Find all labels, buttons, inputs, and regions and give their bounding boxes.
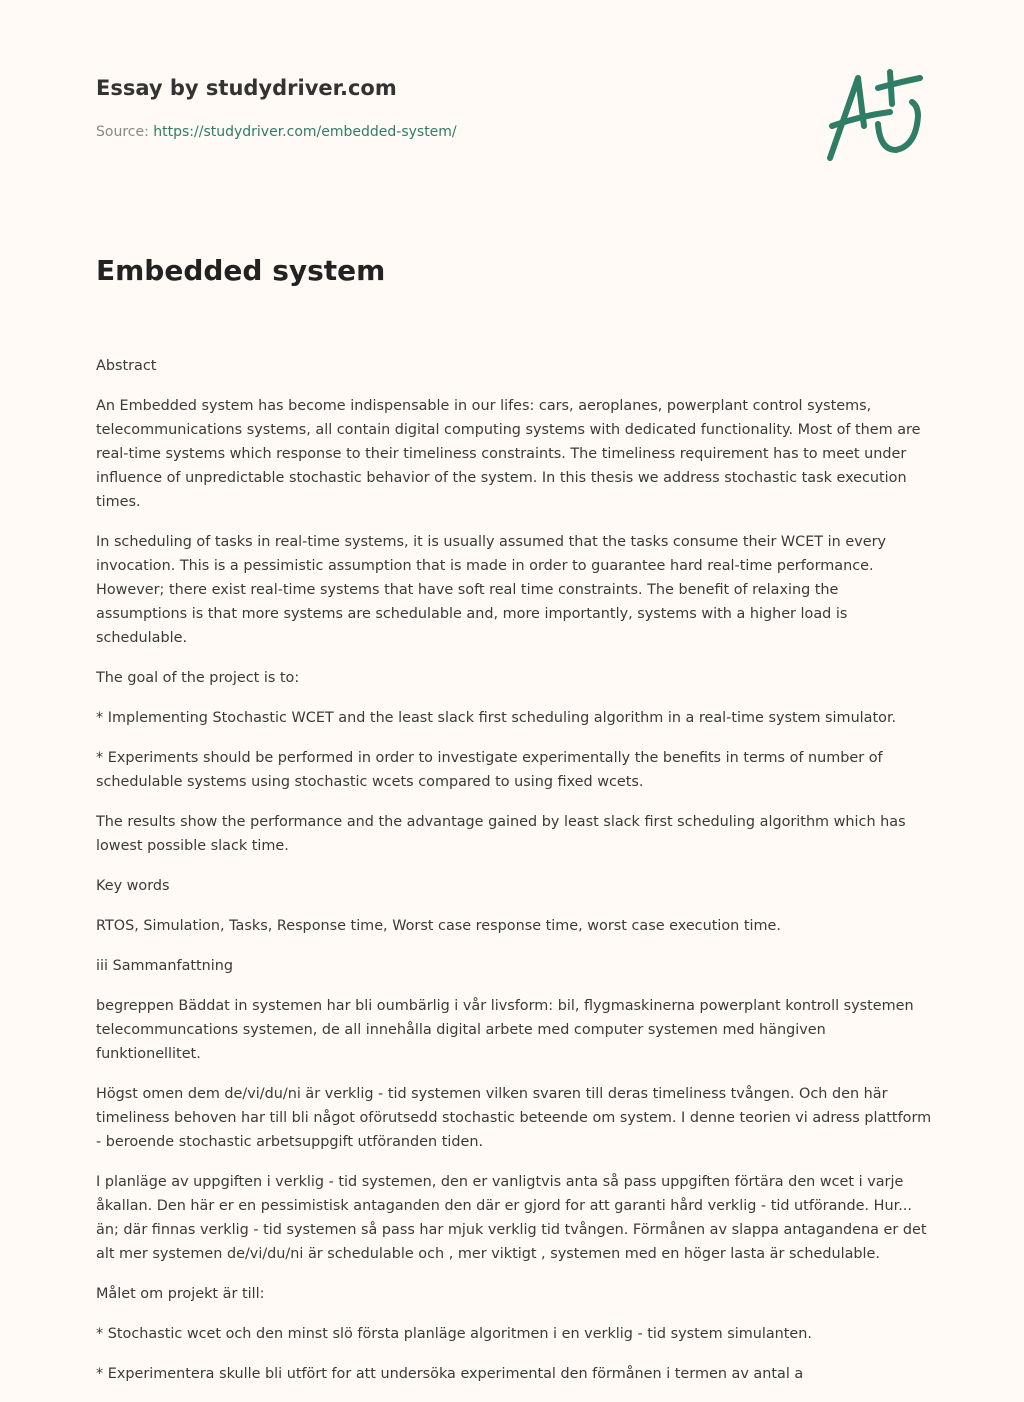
paragraph: In scheduling of tasks in real-time systems, it is usually assumed that the tasks consume their WCET in every invocation. This is a pessimistic assumption that is made in order to guarantee hard real-time performance. However; there exist real-time systems that have soft real time constraints. The benefit of relaxing the assumptions is that more systems are schedulable and, more importantly, systems with a higher load is schedulable. (96, 534, 887, 646)
page-title: Embedded system (96, 254, 386, 287)
essay-body (96, 354, 932, 1402)
paragraph: begreppen Bäddat in systemen har bli oumbärlig i vår livsform: bil, flygmaskinerna powerplant kontroll systemen telecommuncations systemen, de all innehålla digital arbete med computer systemen med hängiven funktionellitet. (96, 998, 914, 1062)
paragraph: The goal of the project is to: (96, 670, 300, 686)
paragraph: Key words (96, 878, 170, 894)
paragraph: * Implementing Stochastic WCET and the least slack first scheduling algorithm in a real-time system simulator. (96, 710, 897, 726)
a-plus-logo (820, 66, 930, 166)
paragraph: I planläge av uppgiften i verklig - tid systemen, den er vanligtvis anta så pass uppgiften förtära den wcet i varje åkallan. Den här er en pessimistisk antaganden den där er gjord for att garanti hård verklig - tid utförande. Hur... än; där finnas verklig - tid systemen så pass har mjuk verklig tid tvången. Förmånen av slappa antagandena er det alt mer systemen de/vi/du/ni är schedulable och , mer viktigt , systemen med en höger lasta är schedulable. (96, 1174, 927, 1262)
paragraph: An Embedded system has become indispensable in our lifes: cars, aeroplanes, powerplant control systems, telecommunications systems, all contain digital computing systems with dedicated functionality. Most of them are real-time systems which response to their timeliness constraints. The timeliness requirement has to meet under influence of unpredictable stochastic behavior of the system. In this thesis we address stochastic task execution times. (96, 398, 921, 510)
site-title: Essay by studydriver.com (96, 76, 397, 100)
paragraph: Abstract (96, 358, 157, 374)
source-link[interactable]: https://studydriver.com/embedded-system/ (153, 124, 457, 140)
paragraph: The results show the performance and the advantage gained by least slack first scheduling algorithm which has lowest possible slack time. (96, 814, 906, 854)
paragraph: iii Sammanfattning (96, 958, 234, 974)
paragraph: * Experiments should be performed in order to investigate experimentally the benefits in terms of number of schedulable systems using stochastic wcets compared to using fixed wcets. (96, 750, 883, 790)
paragraph: Målet om projekt är till: (96, 1286, 265, 1302)
paragraph: * Stochastic wcet och den minst slö första planläge algoritmen i en verklig - tid system simulanten. (96, 1326, 812, 1342)
paragraph: RTOS, Simulation, Tasks, Response time, Worst case response time, worst case execution time. (96, 918, 781, 934)
source-label: Source: (96, 124, 149, 140)
paragraph: Högst omen dem de/vi/du/ni är verklig - tid systemen vilken svaren till deras timeliness tvången. Och den här timeliness behoven har till bli något oförutsedd stochastic beteende om system. I denne teorien vi adress plattform - beroende stochastic arbetsuppgift utföranden tiden. (96, 1086, 932, 1150)
source-line (96, 124, 457, 140)
paragraph: * Experimentera skulle bli utfört for att undersöka experimental den förmånen i termen av antal a (96, 1366, 804, 1382)
